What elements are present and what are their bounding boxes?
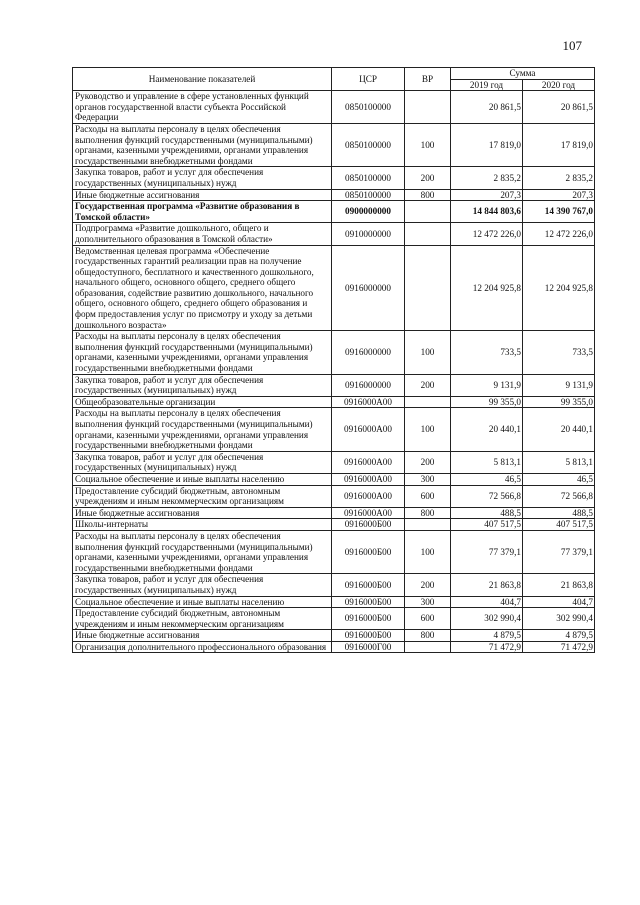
row-csr-cell: 0916000Г00 [332, 641, 405, 653]
header-vr: ВР [405, 68, 451, 91]
row-vr-cell: 100 [405, 123, 451, 166]
table-row [73, 596, 595, 608]
table-row [73, 451, 595, 473]
row-sum-2020-cell: 2 835,2 [523, 167, 595, 189]
row-vr-cell: 800 [405, 507, 451, 519]
row-csr-cell: 0916000Б00 [332, 530, 405, 573]
row-name-cell: Социальное обеспечение и иные выплаты населению [73, 473, 332, 485]
row-csr-cell: 0916000А00 [332, 408, 405, 451]
table-row [73, 630, 595, 642]
row-vr-cell: 800 [405, 630, 451, 642]
row-csr-cell: 0916000А00 [332, 485, 405, 507]
header-name: Наименование показателей [73, 68, 332, 91]
row-sum-2020-cell: 5 813,1 [523, 451, 595, 473]
row-name-cell: Ведомственная целевая программа «Обеспечение государственных гарантий реализации прав на получение общедоступного, бесплатного и качественного дошкольного, начального общего, основного общего, среднего общего образования, содействие развитию дошкольного, начального общего, основного общего, среднего общего образования и форм предоставления услуг по присмотру и уходу за детьми дошкольного возраста» [73, 245, 332, 331]
row-csr-cell: 0916000А00 [332, 396, 405, 408]
row-name-cell: Закупка товаров, работ и услуг для обеспечения государственных (муниципальных) нужд [73, 451, 332, 473]
row-vr-cell [405, 396, 451, 408]
row-csr-cell: 0850100000 [332, 167, 405, 189]
header-year-2019: 2019 год [451, 79, 523, 91]
row-name-cell: Предоставление субсидий бюджетным, автономным учреждениям и иным некоммерческим организациям [73, 608, 332, 630]
row-sum-2020-cell: 9 131,9 [523, 374, 595, 396]
row-name-cell: Социальное обеспечение и иные выплаты населению [73, 596, 332, 608]
row-name-cell: Закупка товаров, работ и услуг для обеспечения государственных (муниципальных) нужд [73, 374, 332, 396]
table-row [73, 396, 595, 408]
row-sum-2020-cell: 21 863,8 [523, 574, 595, 596]
row-name-cell: Расходы на выплаты персоналу в целях обеспечения выполнения функций государственными (муниципальными) органами, казенными учреждениями, органами управления государственными внебюджетными фондами [73, 331, 332, 374]
row-csr-cell: 0850100000 [332, 189, 405, 201]
row-sum-2019-cell: 17 819,0 [451, 123, 523, 166]
row-name-cell: Расходы на выплаты персоналу в целях обеспечения выполнения функций государственными (муниципальными) органами, казенными учреждениями, органами управления государственными внебюджетными фондами [73, 408, 332, 451]
page-number: 107 [562, 38, 582, 53]
row-vr-cell: 100 [405, 530, 451, 573]
table-row [73, 331, 595, 374]
row-csr-cell: 0900000000 [332, 201, 405, 223]
table-header [73, 68, 595, 91]
row-sum-2019-cell: 404,7 [451, 596, 523, 608]
row-name-cell: Иные бюджетные ассигнования [73, 507, 332, 519]
row-sum-2020-cell: 404,7 [523, 596, 595, 608]
row-sum-2020-cell: 46,5 [523, 473, 595, 485]
row-sum-2019-cell: 14 844 803,6 [451, 201, 523, 223]
table-row [73, 91, 595, 124]
table-row [73, 189, 595, 201]
header-csr: ЦСР [332, 68, 405, 91]
row-sum-2019-cell: 46,5 [451, 473, 523, 485]
row-sum-2020-cell: 72 566,8 [523, 485, 595, 507]
row-csr-cell: 0910000000 [332, 223, 405, 245]
row-sum-2019-cell: 20 440,1 [451, 408, 523, 451]
table-row [73, 245, 595, 331]
table-row [73, 519, 595, 531]
row-vr-cell: 200 [405, 374, 451, 396]
row-sum-2020-cell: 302 990,4 [523, 608, 595, 630]
row-csr-cell: 0916000А00 [332, 507, 405, 519]
row-vr-cell: 200 [405, 167, 451, 189]
row-name-cell: Расходы на выплаты персоналу в целях обеспечения выполнения функций государственными (муниципальными) органами, казенными учреждениями, органами управления государственными внебюджетными фондами [73, 123, 332, 166]
row-csr-cell: 0916000А00 [332, 451, 405, 473]
row-vr-cell: 200 [405, 451, 451, 473]
row-csr-cell: 0916000Б00 [332, 519, 405, 531]
row-vr-cell: 300 [405, 596, 451, 608]
row-name-cell: Предоставление субсидий бюджетным, автономным учреждениям и иным некоммерческим организациям [73, 485, 332, 507]
row-sum-2020-cell: 20 440,1 [523, 408, 595, 451]
row-csr-cell: 0916000Б00 [332, 574, 405, 596]
row-name-cell: Расходы на выплаты персоналу в целях обеспечения выполнения функций государственными (муниципальными) органами, казенными учреждениями, органами управления государственными внебюджетными фондами [73, 530, 332, 573]
header-year-2020: 2020 год [523, 79, 595, 91]
row-sum-2019-cell: 302 990,4 [451, 608, 523, 630]
row-sum-2019-cell: 407 517,5 [451, 519, 523, 531]
row-sum-2019-cell: 71 472,9 [451, 641, 523, 653]
row-csr-cell: 0916000000 [332, 374, 405, 396]
row-sum-2020-cell: 4 879,5 [523, 630, 595, 642]
row-csr-cell: 0916000000 [332, 245, 405, 331]
table-row [73, 608, 595, 630]
row-vr-cell: 300 [405, 473, 451, 485]
row-name-cell: Общеобразовательные организации [73, 396, 332, 408]
row-csr-cell: 0916000А00 [332, 473, 405, 485]
row-name-cell: Закупка товаров, работ и услуг для обеспечения государственных (муниципальных) нужд [73, 167, 332, 189]
row-sum-2020-cell: 14 390 767,0 [523, 201, 595, 223]
row-name-cell: Иные бюджетные ассигнования [73, 630, 332, 642]
row-vr-cell [405, 223, 451, 245]
row-sum-2020-cell: 77 379,1 [523, 530, 595, 573]
row-csr-cell: 0850100000 [332, 91, 405, 124]
row-name-cell: Государственная программа «Развитие образования в Томской области» [73, 201, 332, 223]
row-name-cell: Закупка товаров, работ и услуг для обеспечения государственных (муниципальных) нужд [73, 574, 332, 596]
row-vr-cell [405, 519, 451, 531]
row-vr-cell: 600 [405, 485, 451, 507]
header-sum: Сумма [451, 68, 595, 80]
row-vr-cell: 200 [405, 574, 451, 596]
row-sum-2020-cell: 12 472 226,0 [523, 223, 595, 245]
row-sum-2020-cell: 733,5 [523, 331, 595, 374]
row-vr-cell [405, 91, 451, 124]
table-row [73, 574, 595, 596]
budget-table [72, 67, 595, 653]
row-sum-2019-cell: 5 813,1 [451, 451, 523, 473]
row-name-cell: Иные бюджетные ассигнования [73, 189, 332, 201]
row-sum-2019-cell: 72 566,8 [451, 485, 523, 507]
row-vr-cell: 800 [405, 189, 451, 201]
row-vr-cell: 100 [405, 331, 451, 374]
table-row [73, 473, 595, 485]
row-sum-2020-cell: 488,5 [523, 507, 595, 519]
row-csr-cell: 0850100000 [332, 123, 405, 166]
row-sum-2020-cell: 407 517,5 [523, 519, 595, 531]
row-name-cell: Организация дополнительного профессионального образования [73, 641, 332, 653]
row-sum-2019-cell: 2 835,2 [451, 167, 523, 189]
table-row [73, 485, 595, 507]
row-sum-2019-cell: 9 131,9 [451, 374, 523, 396]
row-sum-2019-cell: 733,5 [451, 331, 523, 374]
row-sum-2019-cell: 12 204 925,8 [451, 245, 523, 331]
row-sum-2020-cell: 12 204 925,8 [523, 245, 595, 331]
table-body [73, 91, 595, 653]
row-sum-2019-cell: 99 355,0 [451, 396, 523, 408]
row-csr-cell: 0916000Б00 [332, 608, 405, 630]
row-vr-cell [405, 641, 451, 653]
row-sum-2019-cell: 77 379,1 [451, 530, 523, 573]
table-row [73, 408, 595, 451]
row-csr-cell: 0916000Б00 [332, 596, 405, 608]
row-csr-cell: 0916000000 [332, 331, 405, 374]
row-vr-cell [405, 245, 451, 331]
row-vr-cell: 100 [405, 408, 451, 451]
row-vr-cell: 600 [405, 608, 451, 630]
row-sum-2019-cell: 207,3 [451, 189, 523, 201]
table-row [73, 641, 595, 653]
table-row [73, 123, 595, 166]
table-row [73, 374, 595, 396]
row-sum-2019-cell: 12 472 226,0 [451, 223, 523, 245]
row-sum-2019-cell: 21 863,8 [451, 574, 523, 596]
table-row [73, 167, 595, 189]
table-row [73, 530, 595, 573]
table-row [73, 201, 595, 223]
table-row [73, 223, 595, 245]
row-vr-cell [405, 201, 451, 223]
row-sum-2019-cell: 488,5 [451, 507, 523, 519]
row-csr-cell: 0916000Б00 [332, 630, 405, 642]
row-sum-2020-cell: 99 355,0 [523, 396, 595, 408]
row-sum-2020-cell: 17 819,0 [523, 123, 595, 166]
row-name-cell: Школы-интернаты [73, 519, 332, 531]
table-row [73, 507, 595, 519]
row-sum-2019-cell: 4 879,5 [451, 630, 523, 642]
row-sum-2020-cell: 71 472,9 [523, 641, 595, 653]
row-name-cell: Руководство и управление в сфере установленных функций органов государственной власти субъекта Российской Федерации [73, 91, 332, 124]
row-sum-2019-cell: 20 861,5 [451, 91, 523, 124]
row-sum-2020-cell: 20 861,5 [523, 91, 595, 124]
row-name-cell: Подпрограмма «Развитие дошкольного, общего и дополнительного образования в Томской области» [73, 223, 332, 245]
row-sum-2020-cell: 207,3 [523, 189, 595, 201]
